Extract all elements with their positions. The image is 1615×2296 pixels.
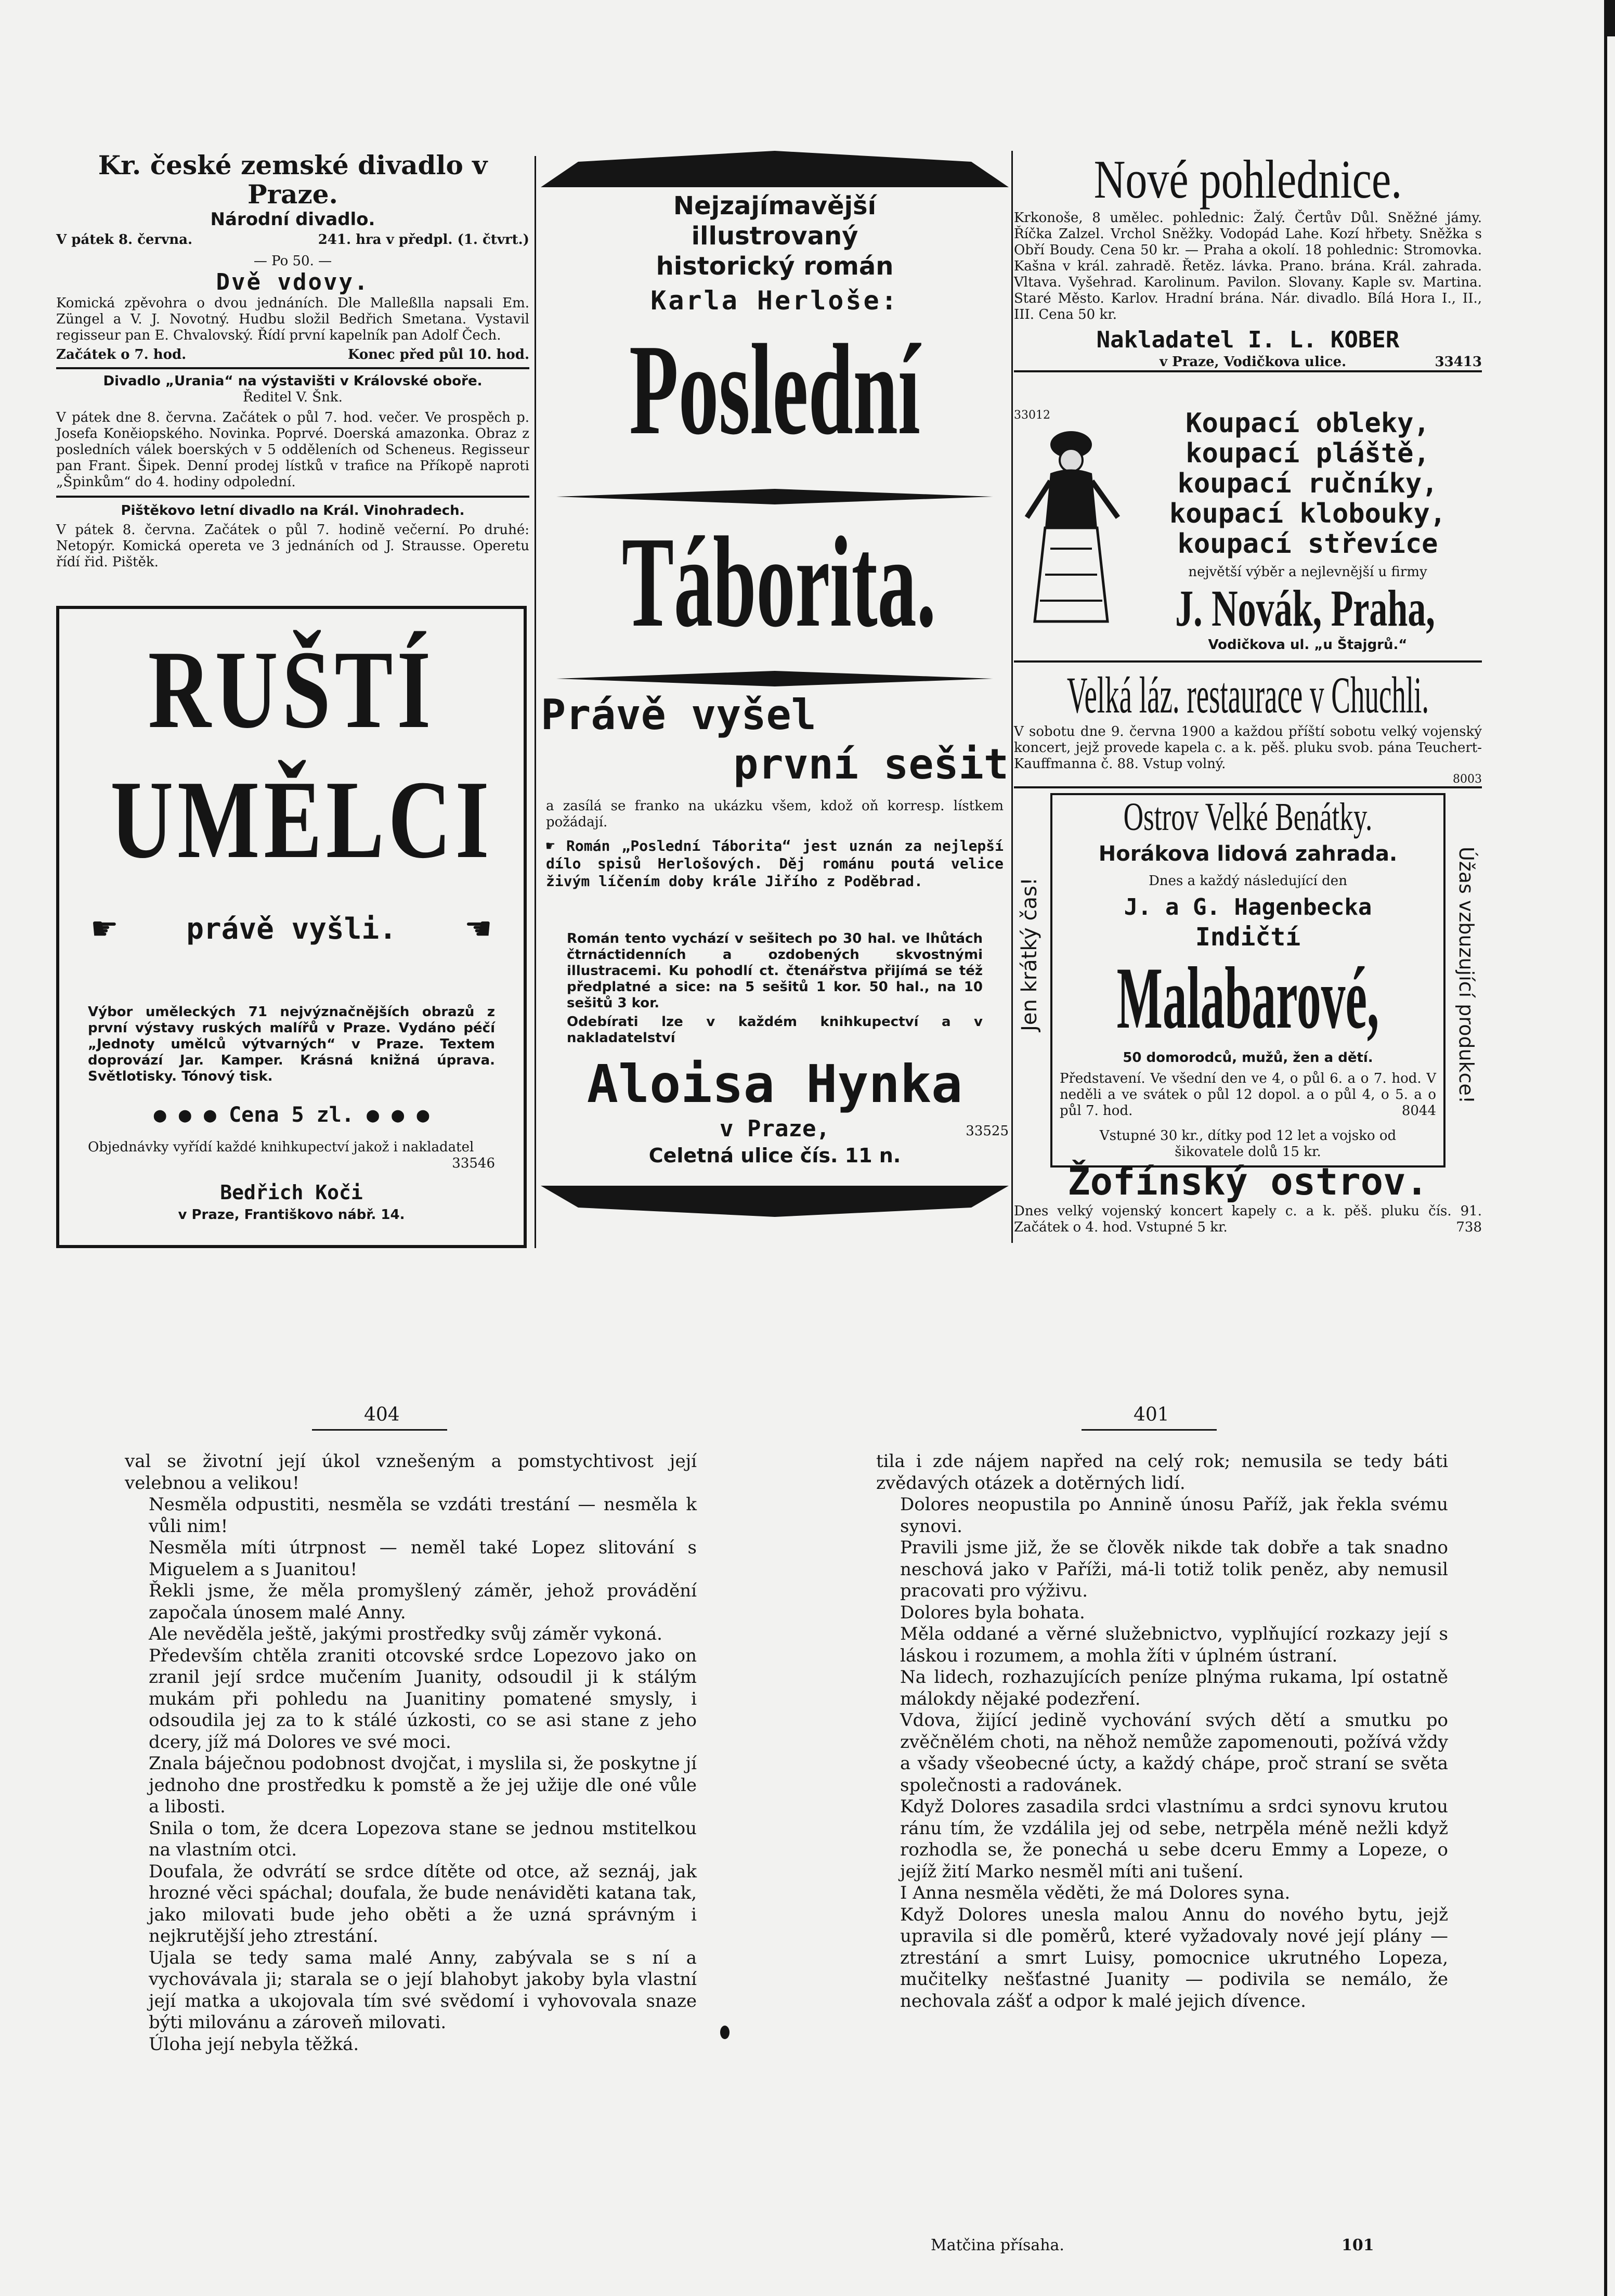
divider — [56, 496, 529, 498]
story-paragraph: Úloha její nebyla těžká. — [149, 2033, 359, 2055]
ink-dot — [720, 2026, 730, 2039]
page-number-right: 401 — [1134, 1404, 1169, 1425]
page-corner — [1607, 0, 1615, 36]
publisher-name: Aloisa Hynka — [587, 1054, 963, 1114]
column-divider — [1011, 151, 1013, 1243]
novak-subtitle: největší výběr a nejlevnější u firmy — [1188, 564, 1427, 580]
decorative-bar — [541, 1186, 1009, 1217]
pointing-hand-icon: ☛ — [464, 911, 492, 947]
pistek-title: Pištěkovo letní divadlo na Král. Vinohradech. — [121, 503, 465, 518]
title-posledni: Poslední — [629, 318, 920, 462]
column-divider — [535, 156, 536, 1248]
hagenbeck: J. a G. Hagenbecka — [1124, 894, 1372, 920]
story-paragraph: I Anna nesměla věděti, že má Dolores syna. — [900, 1883, 1291, 1903]
pointing-hand-icon: ☛ — [546, 837, 567, 854]
story-paragraph: Na lidech, rozhazujících peníze plnýma rukama, lpí ostatně málokdy nějaké podezření. — [900, 1667, 1448, 1709]
ad-line-1: Nejzajímavější — [673, 191, 877, 220]
ad-text-2 — [546, 837, 1004, 890]
theatre-listings — [56, 151, 529, 570]
right-ads — [1014, 151, 1482, 372]
novak-code: 33012 — [1014, 409, 1050, 422]
chuchle-text: V sobotu dne 9. června 1900 a každou příští sobotu velký vojenský koncert, jejž provede kapela c. a k. pěš. pluku svob. pána Teuchert-Kauffmanna č. 88. Vstup volný. — [1014, 724, 1482, 772]
play-times — [56, 347, 529, 363]
predstaveni-code: 8044 — [1401, 1103, 1436, 1119]
rusti-orders — [88, 1139, 495, 1172]
zofin-text — [1014, 1203, 1482, 1236]
urania-director: Ředitel V. Šnk. — [243, 390, 343, 405]
vstupne: Vstupné 30 kr., dítky pod 12 let a vojsko od šikovatele dolů 15 kr. — [1099, 1128, 1397, 1160]
pointing-hand-icon: ☛ — [90, 911, 119, 947]
publisher-code: 33525 — [966, 1123, 1009, 1139]
story-paragraph: Ale nevěděla ještě, jakými prostředky svůj záměr vykoná. — [149, 1624, 662, 1644]
rusti-orders-text: Objednávky vyřídí každé knihkupectví jakož i nakladatel — [88, 1139, 474, 1155]
novak-item: Koupací obleky, — [1186, 408, 1430, 439]
story-paragraph: Řekli jsme, že měla promyšlený záměr, jehož provádění započala únosem malé Anny. — [149, 1580, 697, 1623]
story-paragraph: Pravili jsme již, že se člověk nikde tak dobře a tak snadno neschová jako v Paříži, má-li totiž tolik peněz, aby nemusil pracovati pro výživu. — [900, 1537, 1448, 1601]
zofin-text-content: Dnes velký vojenský koncert kapely c. a k. pěš. pluku čís. 91. Začátek o 4. hod. Vstupné 5 kr. — [1014, 1203, 1482, 1235]
ad-text-2-content: Román „Poslední Táborita“ jest uznán za nejlepší dílo spisů Herlošových. Děj románu poutá velice živým líčením doby krále Jiřího z Poděbrad. — [546, 837, 1004, 890]
indicti: Indičtí — [1195, 923, 1301, 952]
novak-address: Vodičkova ul. „u Štajgrů.“ — [1208, 637, 1408, 653]
domorodci: 50 domorodců, mužů, žen a dětí. — [1123, 1050, 1373, 1066]
ad-text-4: Odebírati lze v každém knihkupectví a v nakladatelství — [567, 1014, 983, 1046]
performance-line — [56, 232, 529, 248]
rusti-headline-2: UMĚLCI — [110, 757, 493, 881]
benatky-ad — [1014, 793, 1482, 1194]
kober-name: Nakladatel I. L. KOBER — [1096, 327, 1400, 353]
rusti-address: v Praze, Františkovo nábř. 14. — [178, 1207, 405, 1223]
story-paragraph: Dolores neopustila po Annině únosu Paříž, jak řekla svému synovi. — [900, 1494, 1448, 1537]
rusti-code: 33546 — [452, 1156, 495, 1171]
urania-text: V pátek dne 8. června. Začátek o půl 7. hod. večer. Ve prospěch p. Josefa Koněiopského. Novinka. Poprvé. Doerská amazonka. Obraz z posledních válek boerských v 5 odděleních od Scheneus. Regisseur pan Frant. Šipek. Denní prodej lístků v trafice na Příkopě naproti „Špinkům“ do 4. hodiny odpolední. — [56, 410, 529, 490]
story-paragraph: val se životní její úkol vznešeným a pomstychtivost její velebnou a velikou! — [125, 1451, 697, 1494]
decorative-bar — [556, 671, 993, 686]
play-description: Komická zpěvohra o dvou jednáních. Dle Malleßlla napsali Em. Züngel a V. J. Novotný. Hudbu složil Bedřich Smetana. Vystavil regisseur pan E. Chvalovský. Řídí první kapelník pan Adolf Čech. — [56, 295, 529, 343]
story-paragraph: Doufala, že odvrátí se srdce dítěte od otce, až seznáj, jak hrozné věci spáchal; doufala, že bude nenáviděti katana tak, jako milovati bude jeho oběti a že uzná správným i nejkrutější jeho ztrestání. — [149, 1861, 697, 1947]
rusti-text: Výbor uměleckých 71 nejvýznačnějších obrazů z první výstavy ruských malířů v Praze. Vydáno péčí „Jednoty umělců výtvarných“ v Praze. Textem doprovází Jar. Kamper. Krásná knižná úprava. Světlotisky. Tónový tisk. — [88, 1004, 495, 1084]
story-paragraph: Měla oddané a věrné služebnictvo, vyplňující rozkazy její s láskou i rozumem, a mohla žíti v úplném ústraní. — [900, 1624, 1448, 1666]
prvni-sesit: první sešit — [733, 740, 1009, 788]
chuchle-title: Velká láz. restaurace v Chuchli. — [1066, 666, 1429, 724]
story-paragraph: Znala báječnou podobnost dvojčat, i myslila si, že poskytne jí jednoho dne prostředku k pomstě a že jej užije dle oné vůle a libosti. — [149, 1753, 697, 1817]
performance-number: — Po 50. — — [253, 253, 332, 269]
ad-line-4: Karla Herloše: — [650, 286, 899, 316]
theatre-subtitle: Národní divadlo. — [210, 209, 375, 230]
side-text-right-box — [1451, 793, 1482, 1157]
performance-date: V pátek 8. června. — [56, 232, 193, 248]
story-paragraph: Ujala se tedy sama malé Anny, zabývala se s ní a vychovávala ji; starala se o její blahobyt jakoby byla vlastní její matka a ukojovala tím své svědomí i vyhovovala snaze býti milovánu a zároveň milovati. — [149, 1947, 697, 2033]
kober-address-row — [1014, 354, 1482, 372]
benatky-frame — [1050, 793, 1445, 1168]
predstaveni — [1060, 1071, 1436, 1119]
page-number-rule — [1082, 1429, 1217, 1431]
zofin-title: Žofínský ostrov. — [1067, 1160, 1428, 1203]
chuchle-ad — [1014, 660, 1482, 788]
herlos-ad — [541, 151, 1009, 1253]
ad-line-2: illustrovaný — [691, 222, 858, 251]
novak-ad — [1014, 408, 1482, 653]
story-paragraph: Nesměla míti útrpnost — neměl také Lopez slitování s Miguelem a s Juanitou! — [149, 1537, 697, 1580]
urania-title: Divadlo „Urania“ na výstavišti v Královské oboře. — [103, 373, 483, 389]
page-number-rule — [312, 1429, 447, 1431]
predstaveni-text: Představení. Ve všední den ve 4, o půl 6. a o 7. hod. V neděli a ve svátek o půl 12 dopol. a o půl 4, o 5. a o půl 7. hod. — [1060, 1071, 1436, 1119]
rusti-subtitle: právě vyšli. — [186, 912, 397, 946]
story-paragraph: Nesměla odpustiti, nesměla se vzdáti trestání — nesměla k vůli nim! — [149, 1494, 697, 1537]
subscription-info: 241. hra v předpl. (1. čtvrt.) — [318, 232, 529, 248]
page-edge — [1604, 0, 1607, 2296]
ad-line-3: historický román — [656, 252, 894, 281]
benatky-line: Dnes a každý následující den — [1149, 873, 1347, 889]
divider — [56, 367, 529, 369]
story-paragraph: tila i zde nájem napřed na celý rok; nemusila se tedy báti zvědavých otázek a dotěrných lidí. — [876, 1451, 1448, 1494]
kober-code: 33413 — [1435, 354, 1482, 370]
story-paragraph: Když Dolores zasadila srdci vlastnímu a srdci synovu krutou ránu tím, že vzdálila jej od sebe, netrpěla méně nežli když rozhodla se, že ponechá u sebe dceru Emmy a Lopeze, o jejíž žití Marko nesměl míti ani tušení. — [900, 1796, 1448, 1882]
pistek-text: V pátek 8. června. Začátek o půl 7. hodině večerní. Po druhé: Netopýr. Komická opereta ve 3 jednáních od J. Strausse. Operetu řídí řid. Pištěk. — [56, 522, 529, 570]
novak-item: koupací klobouky, — [1169, 498, 1447, 529]
benatky-subtitle: Horákova lidová zahrada. — [1098, 842, 1398, 866]
rusti-publisher: Bedřich Koči — [220, 1181, 363, 1204]
rusti-sub-row — [90, 911, 492, 947]
title-taborita: Táborita. — [622, 510, 936, 654]
page-number-left: 404 — [364, 1404, 400, 1425]
prave-vysel: Právě vyšel — [541, 691, 816, 739]
malabarove: Malabarové, — [1116, 949, 1379, 1047]
side-text-left-box — [1014, 793, 1045, 1115]
footer-title: Matčina přísaha. — [931, 2236, 1064, 2254]
cards-text: Krkonoše, 8 umělec. pohlednic: Žalý. Čertův Důl. Sněžné jámy. Říčka Zalzel. Vrchol Sněžky. Vodopád Lahe. Kozí hřbety. Sněžka s Obří Boudy. Cena 50 kr. — Praha a okolí. 18 pohlednic: Stromovka. Kašna v král. zahradě. Řetěz. lávka. Prano. brána. Král. zahrada. Vltava. Vyšehrad. Karolinum. Pavilon. Slovany. Kaple sv. Martina. Staré Město. Karlov. Hradní brána. Nár. divadlo. Bílá Hora I., II., III. Cena 50 kr. — [1014, 210, 1482, 322]
play-title: Dvě vdovy. — [216, 269, 370, 295]
story-paragraph: Když Dolores unesla malou Annu do nového bytu, jejž upravila si dle poměrů, které vyžadovaly nové její plány — ztrestání a smrt Luisy, pomocnice ukrutného Lopeza, mučitelky nešťastné Juanity — podivila se nemálo, že nechovala zášť a odpor k malé jejich dívence. — [900, 1904, 1448, 2012]
story-paragraph: Snila o tom, že dcera Lopezova stane se jednou mstitelkou na vlastním otci. — [149, 1818, 697, 1860]
rusti-umelci-ad — [56, 606, 527, 1248]
decorative-bar — [541, 151, 1009, 187]
cards-title: Nové pohlednice. — [1093, 149, 1402, 210]
story-paragraph: Především chtěla zraniti otcovské srdce Lopezovo jako on zranil její srdce mučením Juanity, odsoudil ji k stálým mukám při pohledu na Juanitiny pomatené smysly, i odsoudila jej za to k stálé úzkosti, co se asi stane z jeho dcery, jíž má Dolores ve své moci. — [149, 1645, 697, 1753]
chuchle-code: 8003 — [1014, 772, 1482, 788]
story-right-column — [876, 1451, 1448, 2012]
story-left-column — [125, 1451, 697, 2055]
ad-text-1: a zasílá se franko na ukázku všem, kdož oň korresp. lístkem požádají. — [546, 798, 1004, 830]
side-text-right: Úžas vzbuzující produkce! — [1455, 846, 1478, 1104]
novak-items — [1134, 408, 1482, 559]
decorative-bar — [556, 489, 993, 504]
kober-address: v Praze, Vodičkova ulice. — [1160, 354, 1347, 370]
novak-name: J. Novák, Praha, — [1175, 579, 1435, 637]
story-paragraph: Vdova, žijící jedině vychování svých dětí a smutku po zvěčnělém choti, na něhož nemůže zapomenouti, požívá vždy a všady všeobecné úcty, a každý chápe, proč straní se světa společnosti a radovánek. — [900, 1710, 1448, 1796]
benatky-title: Ostrov Velké Benátky. — [1123, 795, 1373, 839]
theatre-title: Kr. české zemské divadlo v Praze. — [98, 150, 488, 210]
publisher-street: Celetná ulice čís. 11 n. — [648, 1144, 901, 1167]
publisher-city: v Praze, — [720, 1115, 830, 1142]
side-text-left: Jen krátký čas! — [1018, 877, 1041, 1031]
end-time: Konec před půl 10. hod. — [347, 347, 529, 362]
start-time: Začátek o 7. hod. — [56, 347, 187, 362]
zofin-ad — [1014, 1160, 1482, 1236]
ad-text-3: Román tento vychází v sešitech po 30 hal. ve lhůtách čtrnáctidenních a ozdobených skvostnými illustracemi. Ku pohodlí ct. čtenářstva přijímá se též předplatné a sice: na 5 sešitů 1 kor. 50 hal., na 10 sešitů 3 kor. — [567, 931, 983, 1011]
rusti-price: ● ● ● Cena 5 zl. ● ● ● — [153, 1103, 429, 1127]
novak-item: koupací střevíce — [1177, 528, 1438, 560]
footer-page: 101 — [1342, 2236, 1374, 2254]
story-paragraph: Dolores byla bohata. — [900, 1602, 1085, 1623]
novak-item: koupací pláště, — [1186, 438, 1430, 469]
bather-illustration — [1019, 424, 1123, 632]
zofin-code: 738 — [1456, 1220, 1482, 1235]
novak-item: koupací ručníky, — [1177, 468, 1438, 499]
rusti-headline-1: RUŠTÍ — [148, 627, 435, 751]
